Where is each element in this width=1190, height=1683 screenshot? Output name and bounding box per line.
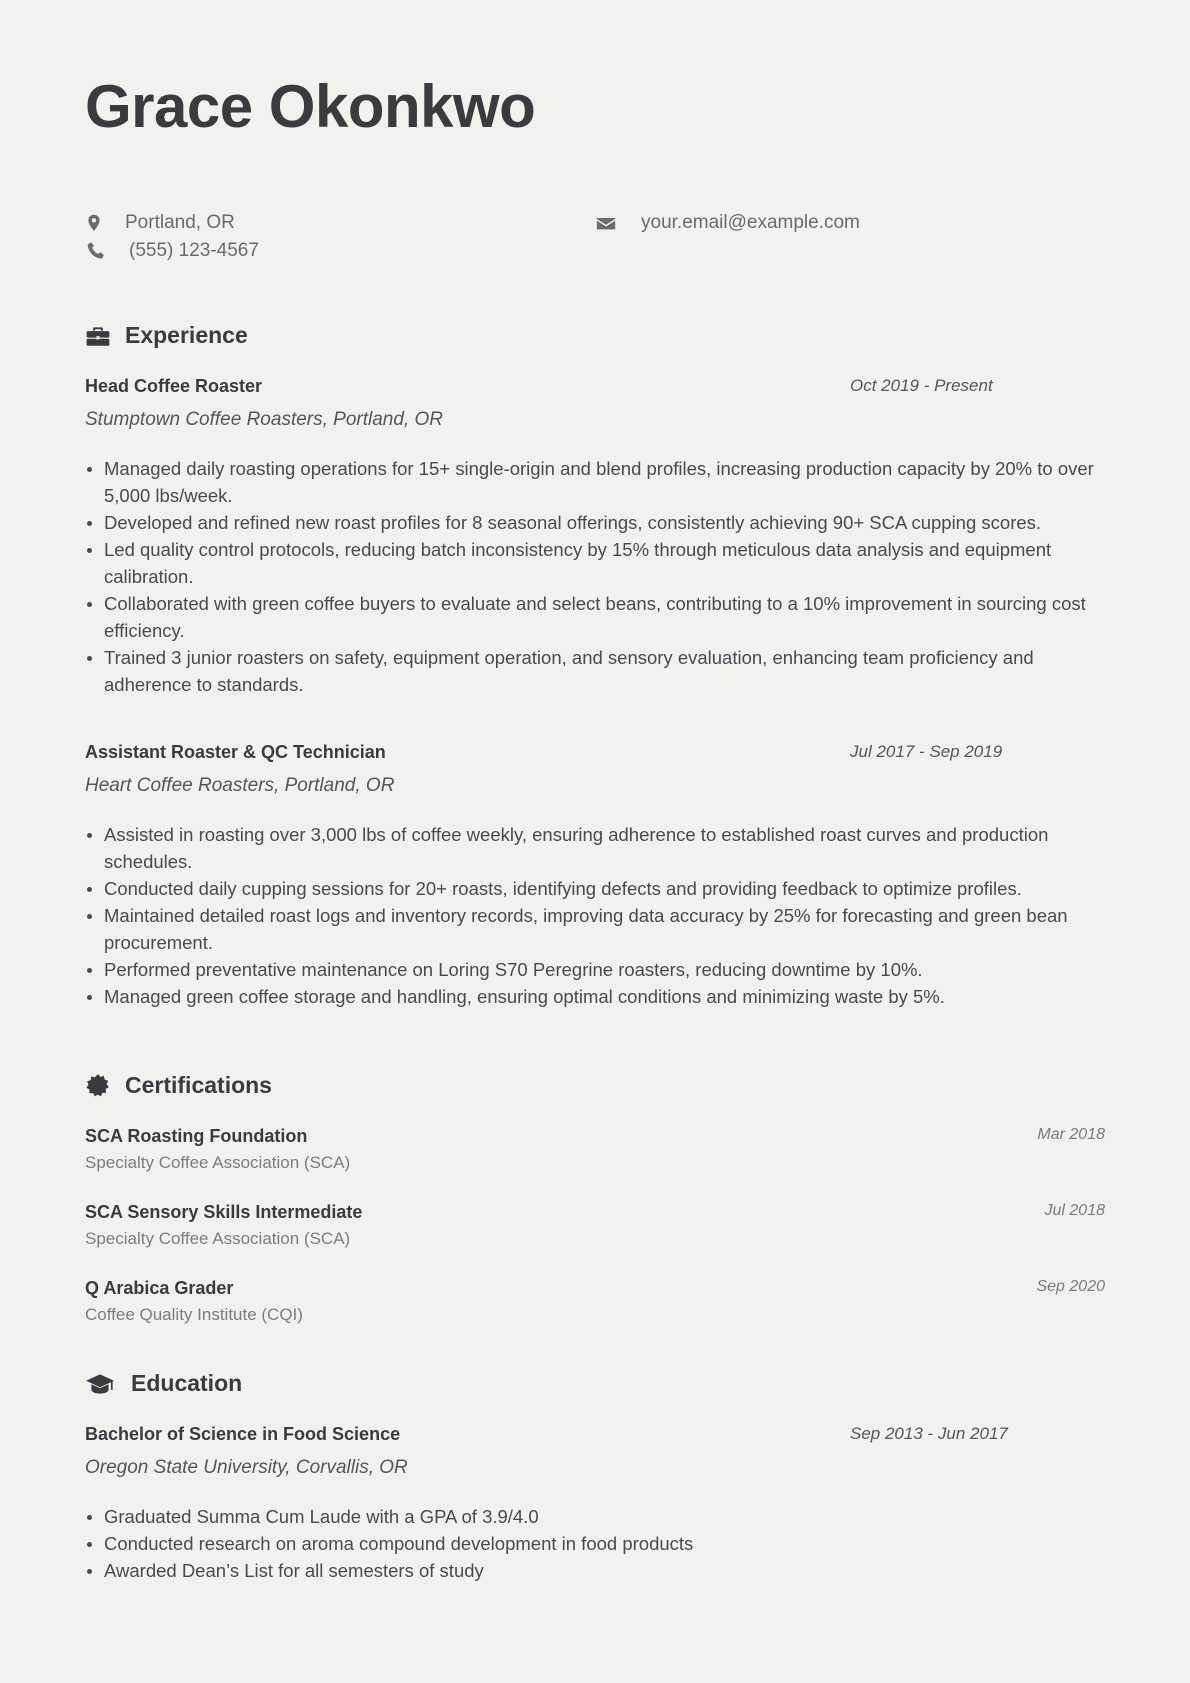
list-item: Managed green coffee storage and handling, ensuring optimal conditions and minimizing waste by 5%. (85, 983, 1105, 1010)
education-heading (85, 1370, 242, 1397)
briefcase-icon (85, 323, 111, 349)
education-heading-text: Education (131, 1370, 243, 1396)
certifications-heading (85, 1072, 272, 1099)
list-item: Developed and refined new roast profiles for 8 seasonal offerings, consistently achieving 90+ SCA cupping scores. (85, 509, 1105, 536)
job-dates: Jul 2017 - Sep 2019 (850, 742, 1003, 761)
list-item: Graduated Summa Cum Laude with a GPA of 3.9/4.0 (85, 1503, 1105, 1530)
job-organization: Heart Coffee Roasters, Portland, OR (85, 775, 395, 796)
certification-date: Sep 2020 (1036, 1278, 1105, 1295)
degree-title: Bachelor of Science in Food Science (85, 1424, 401, 1444)
contact-email (595, 212, 860, 234)
job-title: Assistant Roaster & QC Technician (85, 742, 386, 762)
job-bullets (85, 455, 1105, 698)
job-bullets (85, 821, 1105, 1010)
experience-heading (85, 322, 248, 349)
contact-location (85, 212, 235, 234)
job-organization: Stumptown Coffee Roasters, Portland, OR (85, 409, 443, 430)
list-item: Conducted research on aroma compound development in food products (85, 1530, 1105, 1557)
location-text: Portland, OR (125, 212, 235, 233)
certification-date: Mar 2018 (1037, 1126, 1105, 1143)
certification-name: SCA Roasting Foundation (85, 1126, 308, 1146)
certifications-heading-text: Certifications (125, 1072, 272, 1098)
graduation-cap-icon (85, 1371, 115, 1397)
education-dates: Sep 2013 - Jun 2017 (850, 1424, 1008, 1443)
list-item: Trained 3 junior roasters on safety, equipment operation, and sensory evaluation, enhancing team proficiency and adherence to standards. (85, 644, 1105, 698)
list-item: Collaborated with green coffee buyers to evaluate and select beans, contributing to a 10% improvement in sourcing cost efficiency. (85, 590, 1105, 644)
list-item: Led quality control protocols, reducing batch inconsistency by 15% through meticulous data analysis and equipment calibration. (85, 536, 1105, 590)
certification-name: Q Arabica Grader (85, 1278, 234, 1298)
email-link[interactable]: your.email@example.com (641, 212, 860, 233)
job-dates: Oct 2019 - Present (850, 376, 993, 395)
certification-name: SCA Sensory Skills Intermediate (85, 1202, 363, 1222)
certification-issuer: Coffee Quality Institute (CQI) (85, 1305, 303, 1324)
certificate-badge-icon (85, 1073, 111, 1099)
candidate-name: Grace Okonkwo (85, 73, 536, 140)
list-item: Awarded Dean’s List for all semesters of study (85, 1557, 1105, 1584)
map-marker-icon (85, 212, 103, 234)
certification-date: Jul 2018 (1044, 1202, 1105, 1219)
list-item: Performed preventative maintenance on Loring S70 Peregrine roasters, reducing downtime by 10%. (85, 956, 1105, 983)
job-title: Head Coffee Roaster (85, 376, 263, 396)
phone-icon (85, 240, 107, 262)
list-item: Managed daily roasting operations for 15+ single-origin and blend profiles, increasing production capacity by 20% to over 5,000 lbs/week. (85, 455, 1105, 509)
education-bullets (85, 1503, 1105, 1584)
list-item: Conducted daily cupping sessions for 20+ roasts, identifying defects and providing feedback to optimize profiles. (85, 875, 1105, 902)
school-name: Oregon State University, Corvallis, OR (85, 1457, 408, 1478)
certification-issuer: Specialty Coffee Association (SCA) (85, 1229, 351, 1248)
contact-phone (85, 240, 259, 262)
list-item: Maintained detailed roast logs and inventory records, improving data accuracy by 25% for forecasting and green bean procurement. (85, 902, 1105, 956)
list-item: Assisted in roasting over 3,000 lbs of coffee weekly, ensuring adherence to established roast curves and production schedules. (85, 821, 1105, 875)
phone-text: (555) 123-4567 (129, 240, 259, 261)
experience-heading-text: Experience (125, 322, 248, 348)
envelope-icon (595, 212, 617, 234)
certification-issuer: Specialty Coffee Association (SCA) (85, 1153, 351, 1172)
